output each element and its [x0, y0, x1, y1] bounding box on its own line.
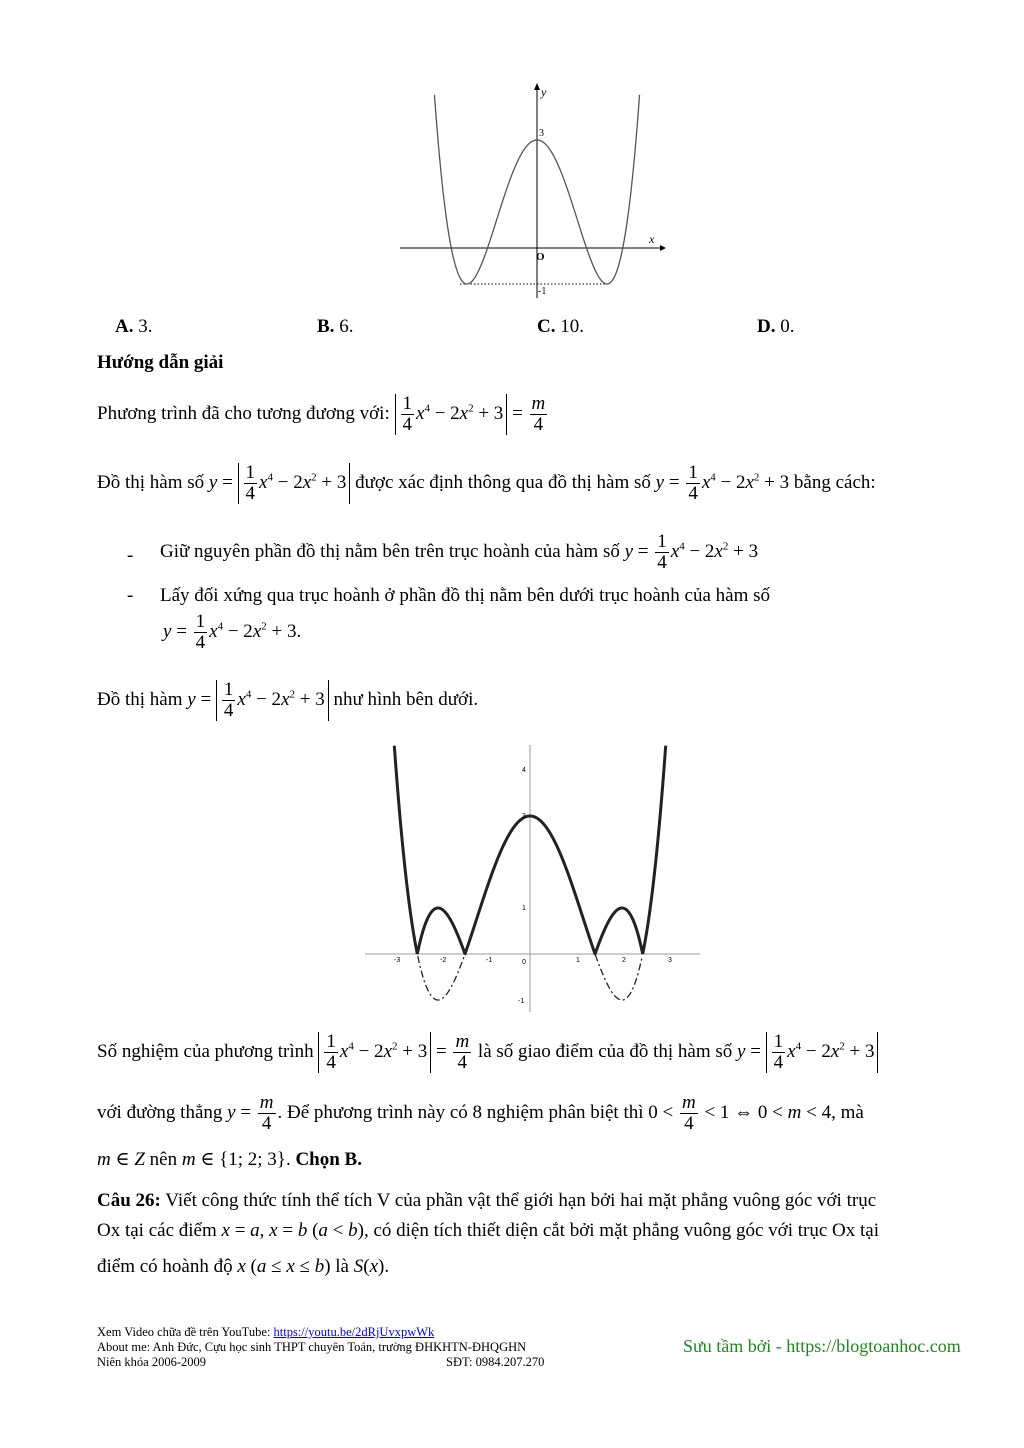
bullet-2: [160, 585, 770, 607]
text: Lấy đối xứng qua trục hoành ở phần đồ thị nằm bên dưới trục hoành của hàm số: [160, 585, 771, 606]
graph-quartic: [395, 80, 670, 305]
text: Ox tại các điểm: [97, 1220, 217, 1241]
solution-line-3: Đồ thị hàm y = $\frac{1}{4}$ $x^4 - 2x^2 + 3$ như hình bên dưới.: [97, 679, 479, 721]
text: .: [285, 1149, 291, 1170]
tick-y-minus1: -1: [538, 286, 547, 297]
y-axis-arrow: [534, 83, 540, 90]
solution-line-1: Phương trình đã cho tương đương với: $\frac{1}{4}$ $x^4 - 2x^2 + 3$ = $\frac{m}{4}$: [97, 393, 546, 435]
x-tick-minus3: -3: [394, 957, 401, 964]
x-tick-3: 3: [668, 957, 672, 964]
text: Xem Video chữa đề trên YouTube:: [97, 1325, 271, 1339]
footer-about: About me: Anh Đức, Cựu học sinh THPT chuyên Toán, trường ĐHKHTN-ĐHQGHN: [97, 1340, 527, 1354]
y-tick-1: 1: [522, 905, 526, 912]
choice-value: 6.: [339, 316, 354, 337]
choice-d[interactable]: [757, 316, 794, 338]
x-tick-1: 1: [576, 957, 580, 964]
solution-line-5: với đường thẳng y = $\frac{m}{4}$ . Để phương trình này có 8 nghiệm phân biệt thì 0 < $\frac{m}{4}$ < 1 ⇔ 0 < m < 4, mà: [97, 1092, 864, 1134]
text: Viết công thức tính thể tích V của phần vật thể giới hạn bởi hai mặt phẳng vuông góc với trục: [165, 1190, 877, 1211]
footer-video: [97, 1325, 434, 1340]
text: Đồ thị hàm: [97, 688, 183, 710]
answer-choice: Chọn B.: [295, 1149, 362, 1170]
formula-abs: $\frac{1}{4}$ $x^4 - 2x^2 + 3$: [216, 680, 329, 721]
formula-abs: $\frac{1}{4}$ $x^4 - 2x^2 + 3$: [318, 1032, 431, 1073]
text: bằng cách:: [793, 471, 876, 493]
bullet-dash-1: -: [127, 545, 134, 566]
formula-abs: $\frac{1}{4}$ $x^4 - 2x^2 + 3$: [238, 463, 351, 504]
video-link[interactable]: https://youtu.be/2dRjUvxpwWk: [273, 1325, 435, 1339]
choice-letter: B.: [317, 316, 335, 337]
question-label: Câu 26:: [97, 1190, 161, 1211]
choice-letter: D.: [757, 316, 776, 337]
choice-letter: C.: [537, 316, 556, 337]
bullet-1: Giữ nguyên phần đồ thị nằm bên trên trục hoành của hàm số y = $\frac{1}{4}$ $x^4 - 2x^2 + 3$: [160, 531, 759, 573]
solution-heading: Hướng dẫn giải: [97, 352, 224, 373]
x-tick-minus2: -2: [440, 957, 447, 964]
solution-line-6: m ∈ Z nên m ∈ {1; 2; 3}. Chọn B.: [97, 1149, 362, 1170]
choice-value: 3.: [138, 316, 153, 337]
x-axis-arrow: [660, 245, 666, 251]
text: Đồ thị hàm số: [97, 471, 205, 493]
footer-source: Sưu tầm bởi - https://blogtoanhoc.com: [683, 1336, 961, 1356]
text: . Để phương trình này có 8 nghiệm phân biệt thì: [277, 1101, 644, 1123]
footer-years: Niên khóa 2006-2009: [97, 1355, 207, 1369]
choice-a[interactable]: [115, 316, 152, 338]
choice-value: 0.: [780, 316, 795, 337]
y-axis-label: y: [541, 85, 547, 99]
choice-b[interactable]: [317, 316, 353, 338]
text: như hình bên dưới.: [333, 688, 479, 710]
formula-abs: $\frac{1}{4}$ $x^4 - 2x^2 + 3$: [766, 1032, 879, 1073]
choice-value: 10.: [560, 316, 584, 337]
text: điểm có hoành độ: [97, 1256, 233, 1277]
formula-abs: $\frac{1}{4}$ $x^4 - 2x^2 + 3$: [395, 394, 508, 435]
tick-y-3: 3: [539, 128, 544, 139]
footer-phone: SĐT: 0984.207.270: [446, 1355, 545, 1369]
x-tick-minus1: -1: [486, 957, 493, 964]
question-26-line-1: [97, 1190, 876, 1212]
text: Giữ nguyên phần đồ thị nằm bên trên trục hoành của hàm số: [160, 540, 620, 562]
text: là: [335, 1256, 349, 1277]
bullet-dash-2: -: [127, 585, 134, 606]
text: nên: [149, 1149, 178, 1170]
y-tick-0: 0: [522, 959, 526, 966]
y-tick-minus1: -1: [518, 998, 525, 1005]
text: , có diện tích thiết diện cắt bởi mặt phẳng vuông góc với trục Ox tại: [363, 1220, 879, 1241]
solution-line-2: Đồ thị hàm số y = $\frac{1}{4}$ $x^4 - 2x^2 + 3$ được xác định thông qua đồ thị hàm số y = $\frac{1}{4}$ $x^4 - 2x^2 + 3$ bằng cách:: [97, 462, 876, 504]
text: Phương trình đã cho tương đương với:: [97, 402, 390, 424]
y-tick-3: 3: [522, 813, 526, 820]
text: là số giao điểm của đồ thị hàm số: [477, 1040, 733, 1062]
text: được xác định thông qua đồ thị hàm số: [355, 471, 651, 493]
text: , mà: [831, 1101, 864, 1123]
question-26-line-2: Ox tại các điểm x = a, x = b (a < b), có diện tích thiết diện cắt bởi mặt phẳng vuông góc với trục Ox tại: [97, 1220, 879, 1241]
solution-line-4: Số nghiệm của phương trình $\frac{1}{4}$ $x^4 - 2x^2 + 3$ = $\frac{m}{4}$ là số giao điểm của đồ thị hàm số y = $\frac{1}{4}$ $x^4 - 2x^2 + 3$: [97, 1032, 878, 1073]
bullet-2-formula: y = $\frac{1}{4}$ $x^4 - 2x^2 + 3$.: [163, 611, 302, 653]
text: Số nghiệm của phương trình: [97, 1040, 314, 1062]
choice-letter: A.: [115, 316, 134, 337]
x-tick-2: 2: [622, 957, 626, 964]
text: với đường thẳng: [97, 1101, 223, 1123]
graph-abs-quartic: [360, 740, 705, 1015]
y-tick-4: 4: [522, 767, 526, 774]
question-26-line-3: điểm có hoành độ x (a ≤ x ≤ b) là S(x).: [97, 1256, 390, 1277]
choice-c[interactable]: [537, 316, 584, 338]
x-axis-label: x: [649, 232, 655, 246]
origin-label: O: [536, 251, 545, 263]
